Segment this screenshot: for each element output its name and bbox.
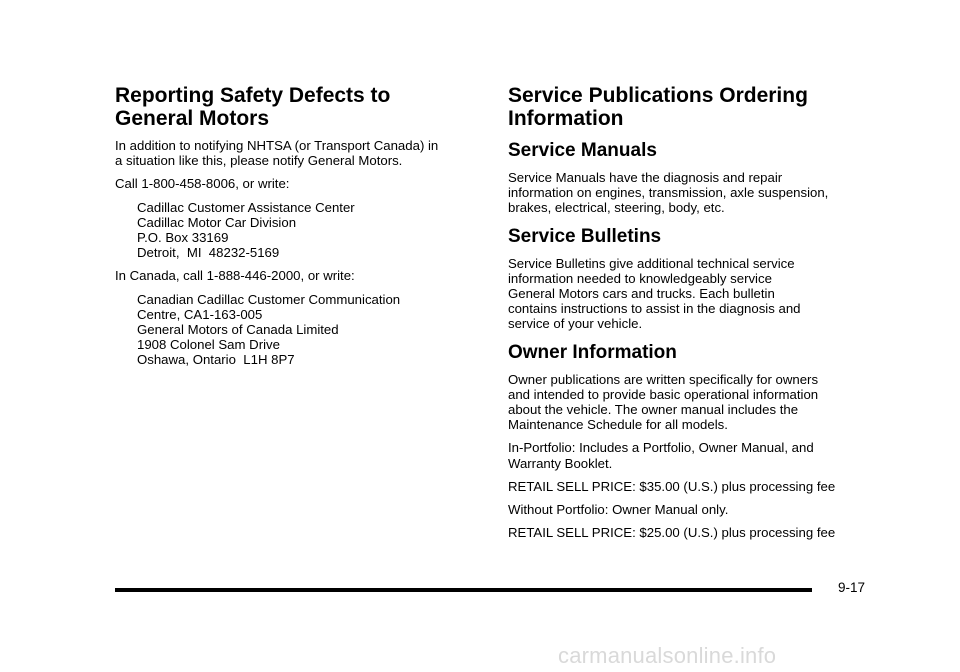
us-address — [115, 200, 465, 261]
address-line: P.O. Box 33169 — [137, 230, 229, 246]
site-watermark: carmanualsonline.info — [558, 643, 777, 668]
text-line: a situation like this, please notify General Motors. — [115, 153, 403, 169]
text-line: Service Manuals have the diagnosis and repair — [508, 170, 783, 185]
page-number: 9-17 — [838, 580, 866, 595]
text-line: Warranty Booklet. — [508, 455, 613, 471]
intro-paragraph — [115, 138, 465, 168]
address-line: Cadillac Motor Car Division — [137, 214, 297, 230]
canada-address — [115, 292, 465, 368]
service-publications-heading — [508, 84, 868, 130]
text-line: General Motors cars and trucks. Each bulletin — [508, 286, 775, 302]
heading-line: Reporting Safety Defects to — [115, 84, 391, 107]
portfolio-paragraph — [508, 440, 868, 470]
text-line: Service Bulletins give additional technical service — [508, 255, 795, 271]
left-column — [115, 84, 465, 376]
text-line: about the vehicle. The owner manual includes the — [508, 402, 799, 418]
owner-information-heading: Owner Information — [508, 341, 677, 363]
heading-line: Information — [508, 107, 624, 130]
address-line: Cadillac Customer Assistance Center — [137, 199, 355, 215]
address-line: Oshawa, Ontario L1H 8P7 — [137, 352, 295, 368]
without-portfolio-text — [508, 502, 868, 517]
address-line: General Motors of Canada Limited — [137, 322, 339, 338]
text-line: information needed to knowledgeably service — [508, 270, 772, 286]
text-line: information on engines, transmission, axle suspension, — [508, 185, 829, 201]
address-line: 1908 Colonel Sam Drive — [137, 337, 280, 353]
text-line: In Canada, call 1-888-446-2000, or write: — [115, 268, 355, 284]
heading-line: Service Publications Ordering — [508, 84, 808, 107]
service-manuals-paragraph — [508, 170, 868, 216]
right-column — [508, 84, 868, 548]
text-line: contains instructions to assist in the diagnosis and — [508, 301, 801, 317]
text-line: In-Portfolio: Includes a Portfolio, Owner Manual, and — [508, 440, 814, 456]
safety-defects-heading — [115, 84, 465, 130]
text-line: Owner publications are written specifically for owners — [508, 371, 819, 387]
retail-price-with-portfolio — [508, 479, 868, 494]
text-line: In addition to notifying NHTSA (or Transport Canada) in — [115, 138, 439, 153]
service-manuals-heading: Service Manuals — [508, 140, 657, 161]
text-line: Without Portfolio: Owner Manual only. — [508, 502, 729, 518]
text-line: and intended to provide basic operational information — [508, 386, 819, 402]
retail-price-without-portfolio — [508, 525, 868, 540]
footer-rule — [115, 588, 812, 592]
text-line: RETAIL SELL PRICE: $25.00 (U.S.) plus processing fee — [508, 525, 836, 541]
text-line: brakes, electrical, steering, body, etc. — [508, 200, 725, 216]
text-line: Call 1-800-458-8006, or write: — [115, 176, 290, 192]
call-canada-text — [115, 268, 465, 283]
service-bulletins-heading: Service Bulletins — [508, 225, 662, 247]
address-line: Detroit, MI 48232-5169 — [137, 245, 280, 261]
text-line: RETAIL SELL PRICE: $35.00 (U.S.) plus processing fee — [508, 478, 836, 494]
text-line: Maintenance Schedule for all models. — [508, 417, 728, 433]
heading-line: General Motors — [115, 107, 270, 130]
owner-information-paragraph — [508, 372, 868, 433]
address-line: Centre, CA1-163-005 — [137, 306, 263, 322]
text-line: service of your vehicle. — [508, 316, 643, 332]
call-us-text — [115, 176, 465, 191]
service-bulletins-paragraph — [508, 256, 868, 332]
address-line: Canadian Cadillac Customer Communication — [137, 291, 401, 307]
